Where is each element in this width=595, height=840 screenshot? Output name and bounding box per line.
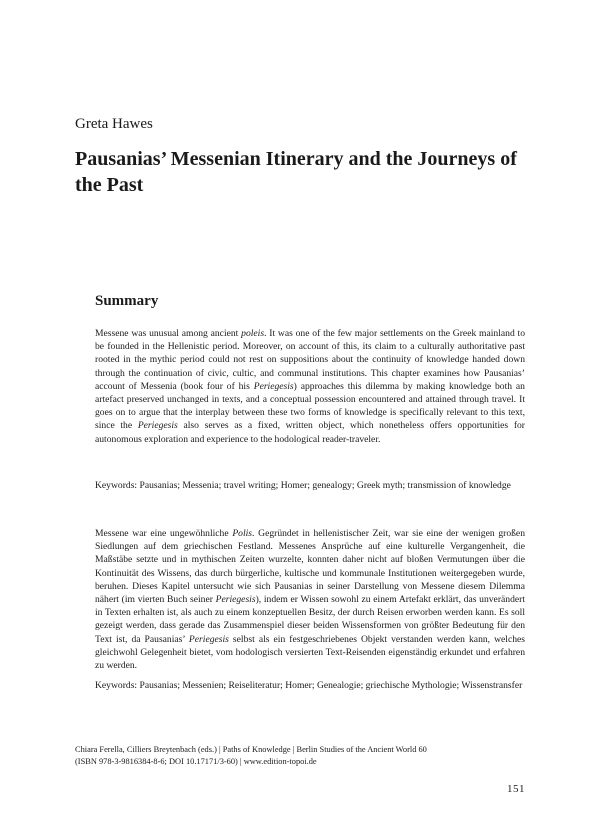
page-number: 151	[507, 783, 525, 795]
italic-term: Periegesis	[215, 594, 256, 606]
publication-footer	[75, 744, 535, 768]
abstract-german: Messene war eine ungewöhnliche Polis. Gegründet in hellenistischer Zeit, war sie eine der wenigen großen Siedlungen auf dem griechischen Festland. Messenes Ansprüche auf eine kulturelle Vergangenheit, die Maßstäbe setzte und in mythischen Zeiten wurzelte, konnten daher nicht auf bloßen Vermutungen über die Kontinuität des Wissens, das durch bürgerliche, kultische und kommunale Institutionen weitergegeben wurde, beruhen. Dieses Kapitel untersucht wie sich Pausanias in seiner Darstellung von Messene diesem Dilemma nähert (im vierten Buch seiner Periegesis), indem er Wissen sowohl zu einem Artefakt erklärt, das unverändert in Texten erhalten ist, als auch zu einem konzeptuellen Besitz, der durch Reisen erworben werden kann. Es soll gezeigt werden, dass gerade das Zusammenspiel dieser beiden Wissensformen von größter Bedeutung für den Text ist, da Pausanias’ Periegesis selbst als ein festgeschriebenes Objekt verstanden werden kann, welches gleichwohl Gelegenheit bietet, vom hodologisch versierten Text-Reisenden eigenständig erkundet und erfahren zu werden.	[95, 528, 525, 672]
italic-term: poleis	[241, 328, 265, 339]
abstract-english: Messene was unusual among ancient poleis. It was one of the few major settlements on the Greek mainland to be founded in the Hellenistic period. Moreover, on account of this, its claim to a culturally authoritative past rooted in the mythic period could not rest on suppositions about the continuity of knowledge handed down through the continuation of civic, cultic, and communal institutions. This chapter examines how Pausanias’ account of Messenia (book four of his Periegesis) approaches this dilemma by making knowledge both an artefact preserved unchanged in texts, and a conceptual possession encountered and attained through travel. It goes on to argue that the interplay between these two forms of knowledge is specifically relevant to this text, since the Periegesis also serves as a fixed, written object, which nonetheless offers opportunities for autonomous exploration and experience to the hodological reader-traveler.	[95, 328, 526, 445]
author-name: Greta Hawes	[75, 116, 153, 132]
footer-line-1: Chiara Ferella, Cilliers Breytenbach (eds.) | Paths of Knowledge | Berlin Studies of the Ancient World 60	[75, 745, 427, 754]
italic-term: Periegesis	[188, 633, 229, 645]
footer-line-2: (ISBN 978-3-9816384-8-6; DOI 10.17171/3-60) | www.edition-topoi.de	[75, 757, 317, 766]
italic-term: Polis	[232, 528, 253, 539]
keywords-english: Keywords: Pausanias; Messenia; travel writing; Homer; genealogy; Greek myth; transmission of knowledge	[95, 480, 511, 491]
italic-term: Periegesis	[253, 380, 294, 392]
italic-term: Periegesis	[137, 420, 178, 432]
keywords-german: Keywords: Pausanias; Messenien; Reiseliteratur; Homer; Genealogie; griechische Mythologie; Wissenstransfer	[95, 680, 523, 691]
summary-heading: Summary	[95, 293, 159, 309]
chapter-title: Pausanias’ Messenian Itinerary and the Journeys of the Past	[75, 148, 517, 196]
